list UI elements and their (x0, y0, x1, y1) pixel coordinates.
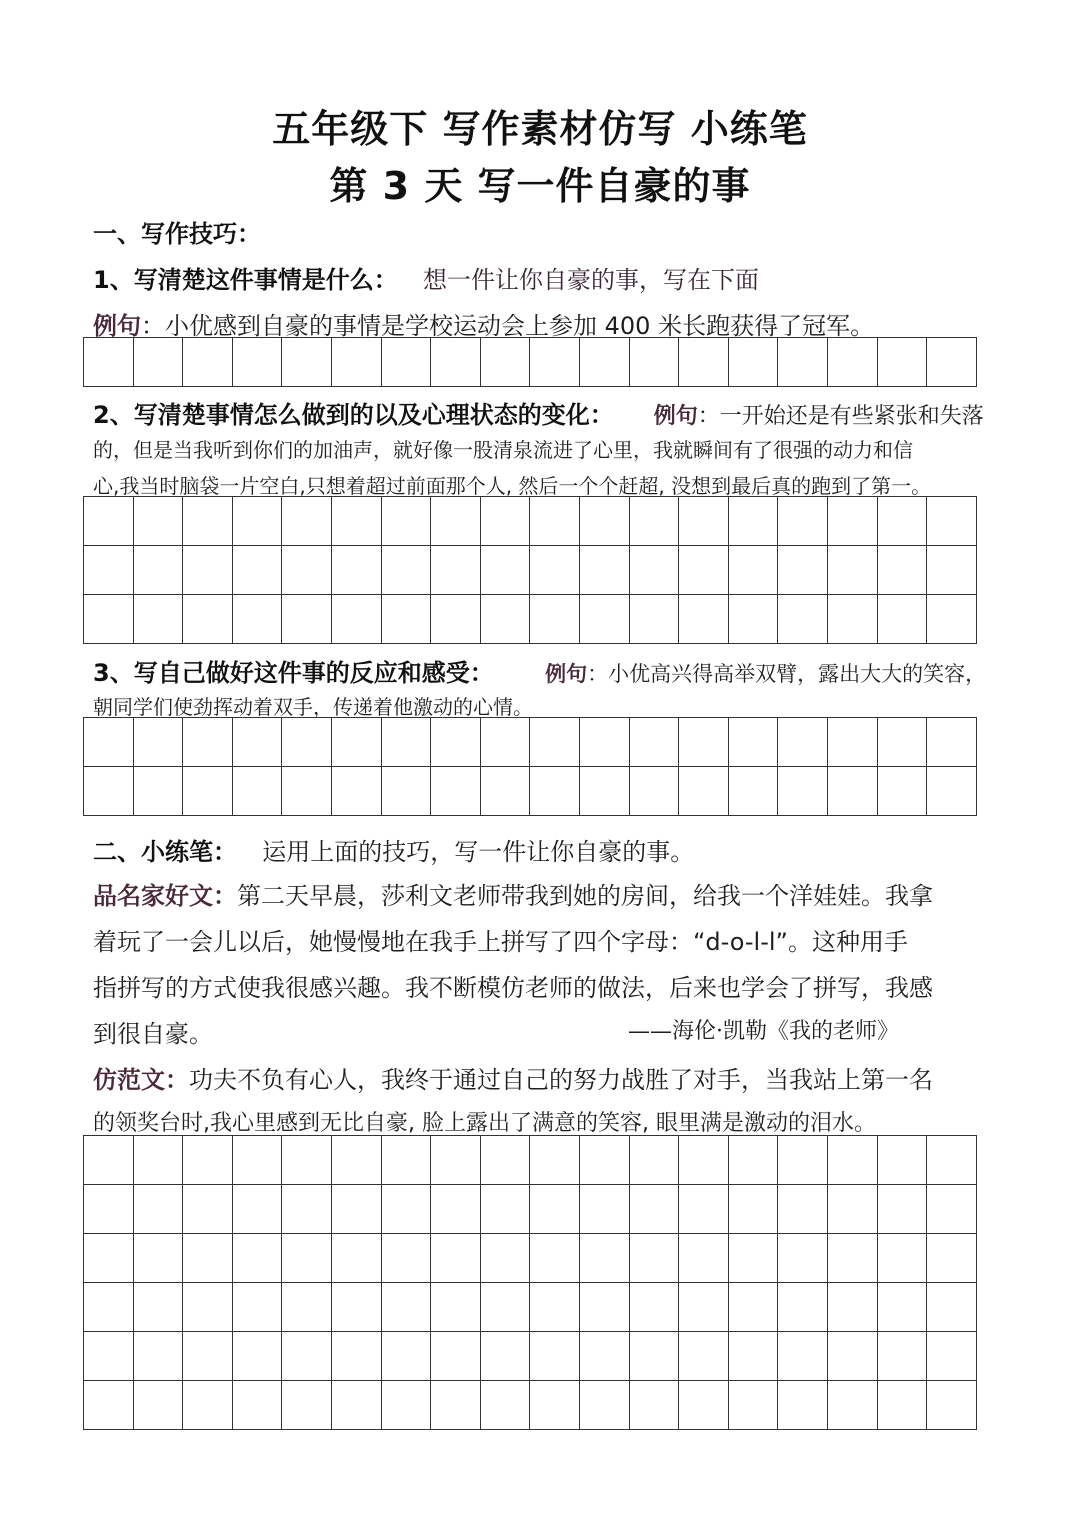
grid-cell[interactable] (679, 546, 729, 595)
grid-cell[interactable] (679, 1185, 729, 1234)
imitation-line1 (93, 1060, 933, 1095)
imitation-label: 仿范文： (93, 1066, 189, 1094)
grid-cell[interactable] (630, 1185, 680, 1234)
grid-cell[interactable] (282, 1185, 332, 1234)
grid-cell[interactable] (134, 1136, 184, 1185)
writing-grid-3[interactable] (83, 717, 977, 816)
grid-cell[interactable] (282, 1283, 332, 1332)
grid-cell[interactable] (233, 595, 283, 644)
example-text: ：一开始还是有些紧张和失落 (697, 404, 984, 429)
grid-cell[interactable] (878, 1234, 928, 1283)
grid-cell[interactable] (183, 595, 233, 644)
grid-cell[interactable] (282, 1332, 332, 1381)
grid-cell[interactable] (233, 1332, 283, 1381)
grid-cell[interactable] (282, 338, 332, 387)
grid-cell[interactable] (282, 1381, 332, 1430)
grid-cell[interactable] (183, 497, 233, 546)
grid-cell[interactable] (481, 595, 531, 644)
page-title-line2: 第 3 天 写一件自豪的事 (329, 164, 751, 208)
grid-cell[interactable] (580, 1136, 630, 1185)
grid-cell[interactable] (580, 1332, 630, 1381)
grid-cell[interactable] (630, 497, 680, 546)
grid-cell[interactable] (431, 1234, 481, 1283)
model-line3: 指拼写的方式使我很感兴趣。我不断模仿老师的做法，后来也学会了拼写，我感 (93, 974, 933, 1002)
tip2-line3: 心,我当时脑袋一片空白,只想着超过前面那个人, 然后一个个赶超, 没想到最后真的跑到了第一。 (93, 474, 932, 498)
grid-cell[interactable] (828, 718, 878, 767)
writing-grid-2[interactable] (83, 496, 977, 644)
grid-cell[interactable] (679, 595, 729, 644)
grid-cell[interactable] (679, 767, 729, 816)
grid-cell[interactable] (729, 338, 779, 387)
grid-cell[interactable] (927, 1332, 977, 1381)
grid-cell[interactable] (382, 595, 432, 644)
section2-line (93, 832, 694, 867)
grid-cell[interactable] (580, 546, 630, 595)
grid-cell[interactable] (332, 595, 382, 644)
grid-cell[interactable] (183, 1381, 233, 1430)
grid-cell[interactable] (134, 1381, 184, 1430)
grid-cell[interactable] (431, 338, 481, 387)
grid-cell[interactable] (332, 767, 382, 816)
grid-cell[interactable] (679, 1234, 729, 1283)
grid-cell[interactable] (382, 497, 432, 546)
grid-cell[interactable] (134, 338, 184, 387)
grid-cell[interactable] (729, 1283, 779, 1332)
grid-cell[interactable] (927, 595, 977, 644)
grid-cell[interactable] (382, 718, 432, 767)
grid-cell[interactable] (134, 1234, 184, 1283)
grid-cell[interactable] (580, 595, 630, 644)
grid-cell[interactable] (282, 546, 332, 595)
grid-cell[interactable] (382, 1381, 432, 1430)
grid-cell[interactable] (878, 1185, 928, 1234)
grid-cell[interactable] (729, 718, 779, 767)
writing-grid-4[interactable] (83, 1135, 977, 1430)
grid-cell[interactable] (530, 546, 580, 595)
grid-cell[interactable] (382, 1332, 432, 1381)
grid-cell[interactable] (580, 338, 630, 387)
grid-cell[interactable] (431, 595, 481, 644)
grid-cell[interactable] (630, 1136, 680, 1185)
grid-cell[interactable] (282, 718, 332, 767)
grid-cell[interactable] (481, 338, 531, 387)
grid-cell[interactable] (382, 1234, 432, 1283)
grid-cell[interactable] (878, 497, 928, 546)
grid-cell[interactable] (927, 1234, 977, 1283)
grid-cell[interactable] (778, 767, 828, 816)
grid-cell[interactable] (778, 595, 828, 644)
grid-cell[interactable] (729, 1234, 779, 1283)
grid-cell[interactable] (233, 1234, 283, 1283)
grid-cell[interactable] (927, 1185, 977, 1234)
grid-cell[interactable] (233, 1136, 283, 1185)
section1-heading: 一、写作技巧： (93, 220, 261, 248)
grid-cell[interactable] (580, 1381, 630, 1430)
grid-cell[interactable] (927, 1381, 977, 1430)
grid-cell[interactable] (778, 338, 828, 387)
grid-cell[interactable] (481, 1283, 531, 1332)
grid-cell[interactable] (580, 1185, 630, 1234)
grid-cell[interactable] (431, 718, 481, 767)
grid-cell[interactable] (431, 1332, 481, 1381)
grid-cell[interactable] (630, 718, 680, 767)
grid-cell[interactable] (778, 1332, 828, 1381)
section2-heading: 二、小练笔： (93, 838, 237, 866)
grid-cell[interactable] (84, 595, 134, 644)
grid-cell[interactable] (927, 767, 977, 816)
grid-cell[interactable] (134, 595, 184, 644)
grid-cell[interactable] (332, 1234, 382, 1283)
grid-cell[interactable] (630, 1283, 680, 1332)
grid-cell[interactable] (134, 1185, 184, 1234)
grid-cell[interactable] (183, 338, 233, 387)
grid-cell[interactable] (233, 338, 283, 387)
grid-cell[interactable] (382, 338, 432, 387)
grid-cell[interactable] (679, 1381, 729, 1430)
grid-cell[interactable] (84, 1136, 134, 1185)
grid-cell[interactable] (332, 1185, 382, 1234)
grid-cell[interactable] (134, 497, 184, 546)
grid-cell[interactable] (481, 1381, 531, 1430)
grid-cell[interactable] (233, 767, 283, 816)
grid-cell[interactable] (382, 1185, 432, 1234)
imitation-text: 功夫不负有心人，我终于通过自己的努力战胜了对手，当我站上第一名 (189, 1066, 933, 1094)
grid-cell[interactable] (630, 595, 680, 644)
grid-cell[interactable] (927, 718, 977, 767)
grid-cell[interactable] (828, 767, 878, 816)
section2-instruction: 运用上面的技巧，写一件让你自豪的事。 (262, 838, 695, 866)
grid-cell[interactable] (878, 1283, 928, 1332)
grid-cell[interactable] (729, 1185, 779, 1234)
grid-cell[interactable] (332, 1136, 382, 1185)
grid-cell[interactable] (630, 338, 680, 387)
model-source: ——海伦·凯勒《我的老师》 (628, 1019, 899, 1044)
grid-cell[interactable] (481, 718, 531, 767)
grid-cell[interactable] (84, 1381, 134, 1430)
grid-cell[interactable] (927, 1283, 977, 1332)
grid-cell[interactable] (580, 1234, 630, 1283)
grid-cell[interactable] (630, 1332, 680, 1381)
grid-cell[interactable] (530, 718, 580, 767)
grid-cell[interactable] (778, 497, 828, 546)
grid-cell[interactable] (431, 546, 481, 595)
tip3-title: 3、写自己做好这件事的反应和感受： (93, 659, 494, 687)
grid-cell[interactable] (530, 338, 580, 387)
grid-cell[interactable] (828, 1234, 878, 1283)
grid-cell[interactable] (729, 1136, 779, 1185)
grid-cell[interactable] (630, 1381, 680, 1430)
model-line4: 到很自豪。 (93, 1020, 213, 1048)
grid-cell[interactable] (481, 1234, 531, 1283)
page-title-line1: 五年级下 写作素材仿写 小练笔 (272, 107, 808, 151)
grid-cell[interactable] (332, 1332, 382, 1381)
grid-cell[interactable] (878, 718, 928, 767)
example-label: 例句 (653, 404, 698, 429)
grid-cell[interactable] (530, 497, 580, 546)
tip1-example (93, 306, 874, 341)
grid-cell[interactable] (530, 767, 580, 816)
grid-cell[interactable] (134, 546, 184, 595)
grid-cell[interactable] (729, 497, 779, 546)
grid-cell[interactable] (530, 595, 580, 644)
tip3-line2: 朝同学们使劲挥动着双手，传递着他激动的心情。 (93, 695, 533, 719)
grid-cell[interactable] (233, 546, 283, 595)
grid-cell[interactable] (778, 1283, 828, 1332)
grid-cell[interactable] (431, 1381, 481, 1430)
grid-cell[interactable] (382, 546, 432, 595)
grid-cell[interactable] (134, 767, 184, 816)
grid-cell[interactable] (878, 1136, 928, 1185)
grid-cell[interactable] (580, 767, 630, 816)
model-line1 (93, 876, 933, 911)
grid-cell[interactable] (183, 1185, 233, 1234)
grid-cell[interactable] (183, 718, 233, 767)
grid-cell[interactable] (729, 1332, 779, 1381)
grid-cell[interactable] (828, 497, 878, 546)
example-text: ：小优高兴得高举双臂，露出大大的笑容， (587, 662, 987, 686)
grid-cell[interactable] (183, 546, 233, 595)
grid-cell[interactable] (679, 1136, 729, 1185)
grid-cell[interactable] (878, 1381, 928, 1430)
grid-cell[interactable] (332, 338, 382, 387)
grid-cell[interactable] (679, 1332, 729, 1381)
grid-cell[interactable] (134, 1283, 184, 1332)
grid-cell[interactable] (282, 497, 332, 546)
grid-cell[interactable] (630, 767, 680, 816)
grid-cell[interactable] (530, 1283, 580, 1332)
grid-cell[interactable] (580, 718, 630, 767)
tip2-line2: 的，但是当我听到你们的加油声，就好像一股清泉流进了心里，我就瞬间有了很强的动力和信 (93, 438, 913, 462)
grid-cell[interactable] (183, 1136, 233, 1185)
grid-cell[interactable] (927, 1136, 977, 1185)
tip1-line (93, 260, 759, 295)
grid-cell[interactable] (84, 1332, 134, 1381)
tip3-line1 (93, 653, 986, 688)
grid-cell[interactable] (878, 767, 928, 816)
grid-cell[interactable] (183, 1234, 233, 1283)
grid-cell[interactable] (878, 1332, 928, 1381)
grid-cell[interactable] (431, 1185, 481, 1234)
grid-cell[interactable] (332, 718, 382, 767)
grid-cell[interactable] (431, 1136, 481, 1185)
grid-cell[interactable] (282, 767, 332, 816)
example-label: 例句 (93, 312, 141, 340)
grid-cell[interactable] (183, 1332, 233, 1381)
grid-cell[interactable] (332, 1283, 382, 1332)
grid-cell[interactable] (431, 767, 481, 816)
tip1-title: 1、写清楚这件事情是什么： (93, 266, 398, 294)
grid-cell[interactable] (927, 338, 977, 387)
grid-cell[interactable] (828, 338, 878, 387)
grid-cell[interactable] (878, 595, 928, 644)
grid-cell[interactable] (332, 546, 382, 595)
grid-cell[interactable] (828, 1136, 878, 1185)
grid-cell[interactable] (828, 1381, 878, 1430)
grid-cell[interactable] (778, 1234, 828, 1283)
grid-cell[interactable] (332, 1381, 382, 1430)
grid-cell[interactable] (580, 497, 630, 546)
grid-cell[interactable] (530, 1185, 580, 1234)
grid-cell[interactable] (729, 595, 779, 644)
writing-grid-1[interactable] (83, 337, 977, 387)
grid-cell[interactable] (233, 1381, 283, 1430)
grid-cell[interactable] (481, 767, 531, 816)
grid-cell[interactable] (481, 1136, 531, 1185)
grid-cell[interactable] (84, 1185, 134, 1234)
tip2-title: 2、写清楚事情怎么做到的以及心理状态的变化： (93, 401, 614, 429)
grid-cell[interactable] (431, 1283, 481, 1332)
grid-cell[interactable] (481, 497, 531, 546)
grid-cell[interactable] (84, 546, 134, 595)
grid-cell[interactable] (630, 546, 680, 595)
grid-cell[interactable] (828, 595, 878, 644)
grid-cell[interactable] (878, 338, 928, 387)
grid-cell[interactable] (382, 1283, 432, 1332)
example-text: ：小优感到自豪的事情是学校运动会上参加 400 米长跑获得了冠军。 (141, 312, 875, 340)
grid-cell[interactable] (282, 1234, 332, 1283)
grid-cell[interactable] (233, 1185, 283, 1234)
imitation-line2: 的领奖台时,我心里感到无比自豪, 脸上露出了满意的笑容, 眼里满是激动的泪水。 (93, 1111, 876, 1136)
grid-cell[interactable] (84, 767, 134, 816)
grid-cell[interactable] (481, 546, 531, 595)
grid-cell[interactable] (183, 1283, 233, 1332)
grid-cell[interactable] (778, 546, 828, 595)
grid-cell[interactable] (729, 546, 779, 595)
grid-cell[interactable] (927, 497, 977, 546)
model-line2: 着玩了一会儿以后，她慢慢地在我手上拼写了四个字母：“d-o-l-l”。这种用手 (93, 928, 908, 956)
grid-cell[interactable] (282, 1136, 332, 1185)
grid-cell[interactable] (729, 767, 779, 816)
grid-cell[interactable] (927, 546, 977, 595)
tip2-line1 (93, 395, 984, 430)
grid-cell[interactable] (679, 718, 729, 767)
grid-cell[interactable] (431, 497, 481, 546)
grid-cell[interactable] (828, 1332, 878, 1381)
grid-cell[interactable] (679, 1283, 729, 1332)
grid-cell[interactable] (828, 1185, 878, 1234)
grid-cell[interactable] (828, 546, 878, 595)
grid-cell[interactable] (84, 1234, 134, 1283)
grid-cell[interactable] (382, 1136, 432, 1185)
grid-cell[interactable] (530, 1332, 580, 1381)
grid-cell[interactable] (481, 1185, 531, 1234)
grid-cell[interactable] (134, 1332, 184, 1381)
grid-cell[interactable] (778, 718, 828, 767)
grid-cell[interactable] (828, 1283, 878, 1332)
grid-cell[interactable] (183, 767, 233, 816)
grid-cell[interactable] (84, 497, 134, 546)
grid-cell[interactable] (530, 1381, 580, 1430)
grid-cell[interactable] (84, 1283, 134, 1332)
grid-cell[interactable] (233, 718, 283, 767)
grid-cell[interactable] (778, 1185, 828, 1234)
grid-cell[interactable] (778, 1381, 828, 1430)
example-label: 例句 (545, 662, 588, 686)
grid-cell[interactable] (84, 338, 134, 387)
grid-cell[interactable] (778, 1136, 828, 1185)
grid-cell[interactable] (382, 767, 432, 816)
grid-cell[interactable] (679, 338, 729, 387)
grid-cell[interactable] (481, 1332, 531, 1381)
grid-cell[interactable] (332, 497, 382, 546)
grid-cell[interactable] (729, 1381, 779, 1430)
grid-cell[interactable] (878, 546, 928, 595)
grid-cell[interactable] (282, 595, 332, 644)
grid-cell[interactable] (530, 1234, 580, 1283)
model-text: 第二天早晨，莎利文老师带我到她的房间，给我一个洋娃娃。我拿 (237, 882, 933, 910)
grid-cell[interactable] (233, 1283, 283, 1332)
model-label: 品名家好文： (93, 882, 237, 910)
grid-cell[interactable] (530, 1136, 580, 1185)
grid-cell[interactable] (84, 718, 134, 767)
grid-cell[interactable] (134, 718, 184, 767)
grid-cell[interactable] (630, 1234, 680, 1283)
grid-cell[interactable] (233, 497, 283, 546)
grid-cell[interactable] (679, 497, 729, 546)
tip1-prompt: 想一件让你自豪的事，写在下面 (422, 266, 759, 294)
grid-cell[interactable] (580, 1283, 630, 1332)
